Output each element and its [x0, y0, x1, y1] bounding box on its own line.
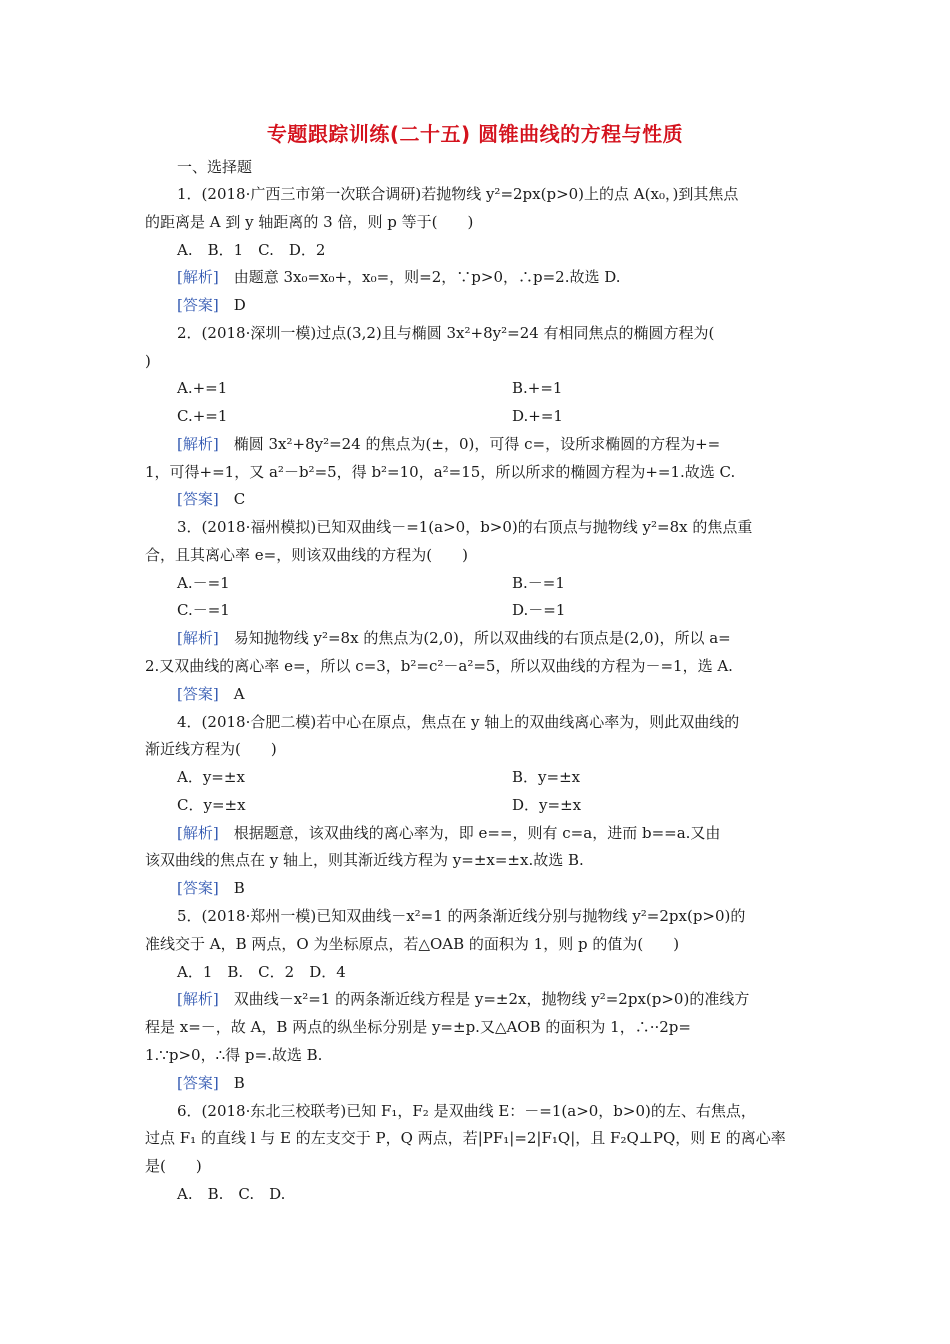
q2-analysis-line2: 1，可得+=1，又 a²－b²=5，得 b²=10，a²=15，所以所求的椭圆方程为+=1.故选 C.	[145, 463, 736, 481]
q3-option-d: D.－=1	[512, 601, 566, 619]
q2-option-b: B.+=1	[512, 379, 563, 397]
q1-answer-value: D	[233, 296, 246, 314]
q4-analysis-line1: 根据题意，该双曲线的离心率为，即 e==，则有 c=a，进而 b==a.又由	[233, 824, 721, 842]
q4-answer	[177, 878, 245, 898]
q2-analysis-line1: 椭圆 3x²+8y²=24 的焦点为(±，0)，可得 c=，设所求椭圆的方程为+=	[233, 435, 721, 453]
q3-analysis-line1: 易知抛物线 y²=8x 的焦点为(2,0)，所以双曲线的右顶点是(2,0)，所以 a=	[233, 629, 731, 647]
q1-analysis-text: 由题意 3x₀=x₀+，x₀=，则=2，∵p>0，∴p=2.故选 D.	[233, 268, 621, 286]
q6-stem-line1: 6．(2018·东北三校联考)已知 F₁，F₂ 是双曲线 E：－=1(a>0，b>0)的左、右焦点，	[177, 1102, 756, 1120]
q6-options: A. B. C. D.	[177, 1185, 286, 1203]
page-title: 专题跟踪训练(二十五) 圆锥曲线的方程与性质	[266, 122, 684, 146]
analysis-tag: [解析]	[177, 629, 219, 647]
q2-stem-line2: )	[145, 352, 151, 370]
q2-option-d: D.+=1	[512, 407, 563, 425]
q4-analysis-line2: 该双曲线的焦点在 y 轴上，则其渐近线方程为 y=±x=±x.故选 B.	[145, 851, 584, 869]
q2-answer-value: C	[233, 490, 246, 508]
q1-analysis	[177, 267, 621, 287]
q3-option-a: A.－=1	[177, 574, 230, 592]
q4-analysis	[177, 823, 720, 843]
q3-analysis	[177, 628, 731, 648]
q4-answer-value: B	[233, 879, 245, 897]
q2-option-c: C.+=1	[177, 407, 228, 425]
q5-analysis-line3: 1.∵p>0，∴得 p=.故选 B.	[145, 1046, 323, 1064]
q1-stem-line2: 的距离是 A 到 y 轴距离的 3 倍，则 p 等于( )	[145, 213, 474, 231]
q4-option-a: A．y=±x	[177, 768, 245, 786]
q5-analysis-line2: 程是 x=－，故 A，B 两点的纵坐标分别是 y=±p.又△AOB 的面积为 1，∴··2p=	[145, 1018, 691, 1036]
q2-option-a: A.+=1	[177, 379, 228, 397]
answer-tag: [答案]	[177, 685, 219, 703]
q2-analysis	[177, 434, 720, 454]
q5-answer-value: B	[233, 1074, 245, 1092]
q5-answer	[177, 1073, 245, 1093]
q5-analysis-line1: 双曲线－x²=1 的两条渐近线方程是 y=±2x，抛物线 y²=2px(p>0)的准线方	[233, 990, 750, 1008]
q6-stem-line3: 是( )	[145, 1157, 202, 1175]
section-heading: 一、选择题	[177, 158, 253, 176]
analysis-tag: [解析]	[177, 824, 219, 842]
q4-option-d: D．y=±x	[512, 796, 582, 814]
q5-stem-line1: 5．(2018·郑州一模)已知双曲线－x²=1 的两条渐近线分别与抛物线 y²=2px(p>0)的	[177, 907, 746, 925]
q6-stem-line2: 过点 F₁ 的直线 l 与 E 的左支交于 P，Q 两点，若|PF₁|=2|F₁Q|，且 F₂Q⊥PQ，则 E 的离心率	[145, 1129, 786, 1147]
q3-stem-line1: 3．(2018·福州模拟)已知双曲线－=1(a>0，b>0)的右顶点与抛物线 y²=8x 的焦点重	[177, 518, 753, 536]
q4-stem-line1: 4．(2018·合肥二模)若中心在原点，焦点在 y 轴上的双曲线离心率为，则此双曲线的	[177, 713, 740, 731]
analysis-tag: [解析]	[177, 268, 219, 286]
q5-options: A．1 B. C．2 D．4	[177, 963, 346, 981]
analysis-tag: [解析]	[177, 435, 219, 453]
answer-tag: [答案]	[177, 490, 219, 508]
q3-analysis-line2: 2.又双曲线的离心率 e=，所以 c=3，b²=c²－a²=5，所以双曲线的方程为－=1，选 A.	[145, 657, 733, 675]
q3-option-c: C.－=1	[177, 601, 230, 619]
analysis-tag: [解析]	[177, 990, 219, 1008]
q3-option-b: B.－=1	[512, 574, 565, 592]
q1-answer	[177, 295, 246, 315]
q5-analysis	[177, 989, 749, 1009]
q1-stem-line1: 1．(2018·广西三市第一次联合调研)若抛物线 y²=2px(p>0)上的点 A(x₀，)到其焦点	[177, 185, 739, 203]
answer-tag: [答案]	[177, 296, 219, 314]
q3-answer-value: A	[233, 685, 245, 703]
q1-options: A. B．1 C. D．2	[177, 241, 326, 259]
answer-tag: [答案]	[177, 879, 219, 897]
q3-stem-line2: 合，且其离心率 e=，则该双曲线的方程为( )	[145, 546, 468, 564]
q2-answer	[177, 489, 245, 509]
q4-option-b: B．y=±x	[512, 768, 581, 786]
q4-stem-line2: 渐近线方程为( )	[145, 740, 277, 758]
q3-answer	[177, 684, 245, 704]
q2-stem-line1: 2．(2018·深圳一模)过点(3,2)且与椭圆 3x²+8y²=24 有相同焦点的椭圆方程为(	[177, 324, 715, 342]
q5-stem-line2: 准线交于 A，B 两点，O 为坐标原点，若△OAB 的面积为 1，则 p 的值为( )	[145, 935, 680, 953]
answer-tag: [答案]	[177, 1074, 219, 1092]
q4-option-c: C．y=±x	[177, 796, 246, 814]
